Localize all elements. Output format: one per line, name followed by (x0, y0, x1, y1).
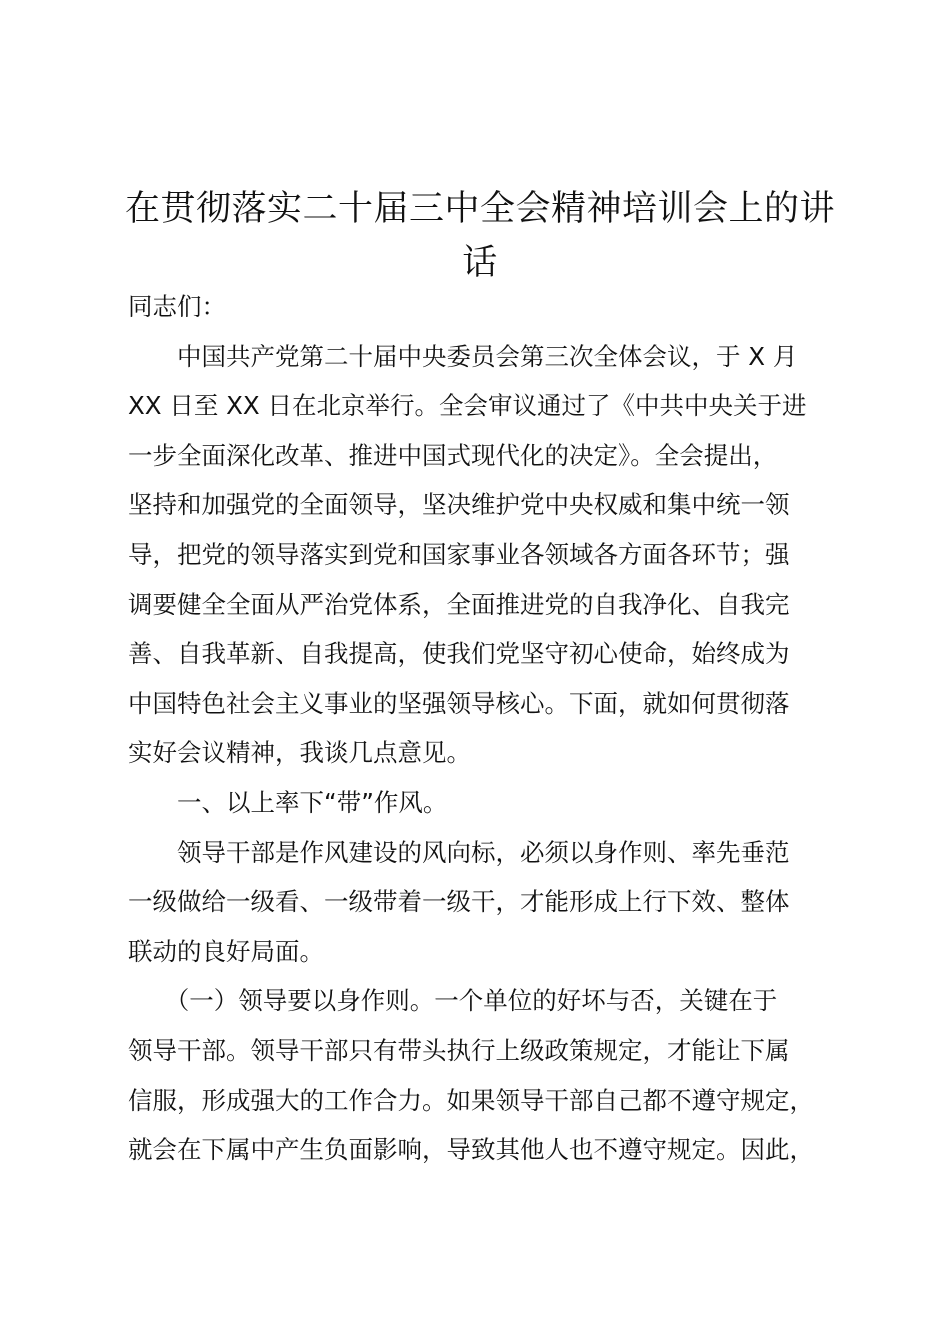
text-line: 一级做给一级看、一级带着一级干，才能形成上行下效、整体 (128, 887, 790, 917)
text-line: 信服，形成强大的工作合力。如果领导干部自己都不遵守规定， (128, 1085, 814, 1115)
title-line: 在贯彻落实二十届三中全会精神培训会上的讲 (124, 189, 835, 229)
text-line: 领导干部。领导干部只有带头执行上级政策规定，才能让下属 (128, 1035, 790, 1065)
text-line: 一、以上率下“带”作风。 (128, 787, 448, 817)
text-line: （一）领导要以身作则。一个单位的好坏与否，关键在于 (128, 986, 778, 1016)
text-line: 中国特色社会主义事业的坚强领导核心。下面，就如何贯彻落 (128, 688, 790, 718)
document-body (128, 282, 832, 1175)
text-line: 领导干部是作风建设的风向标，必须以身作则、率先垂范 (128, 837, 790, 867)
section-heading (128, 778, 832, 828)
text-line: 调要健全全面从严治党体系，全面推进党的自我净化、自我完 (128, 589, 790, 619)
text-line: 实好会议精神，我谈几点意见。 (128, 738, 471, 768)
text-line: 中国共产党第二十届中央委员会第三次全体会议，于 X 月 (128, 341, 798, 371)
paragraph-subsection-1 (128, 976, 832, 1174)
text-line: 一步全面深化改革、推进中国式现代化的决定》。全会提出， (128, 440, 778, 470)
paragraph-intro (128, 332, 832, 778)
text-line: 就会在下属中产生负面影响，导致其他人也不遵守规定。因此， (128, 1135, 814, 1165)
text-line: XX 日至 XX 日在北京举行。全会审议通过了《中共中央关于进 (128, 391, 807, 421)
text-line: 联动的良好局面。 (128, 936, 324, 966)
text-line: 坚持和加强党的全面领导，坚决维护党中央权威和集中统一领 (128, 490, 790, 520)
title-line: 话 (462, 243, 498, 283)
text-line: 善、自我革新、自我提高，使我们党坚守初心使命，始终成为 (128, 639, 790, 669)
salutation: 同志们： (128, 292, 226, 321)
text-line: 导，把党的领导落实到党和国家事业各领域各方面各环节；强 (128, 539, 790, 569)
document-title (120, 182, 840, 290)
paragraph-section-intro (128, 828, 832, 977)
